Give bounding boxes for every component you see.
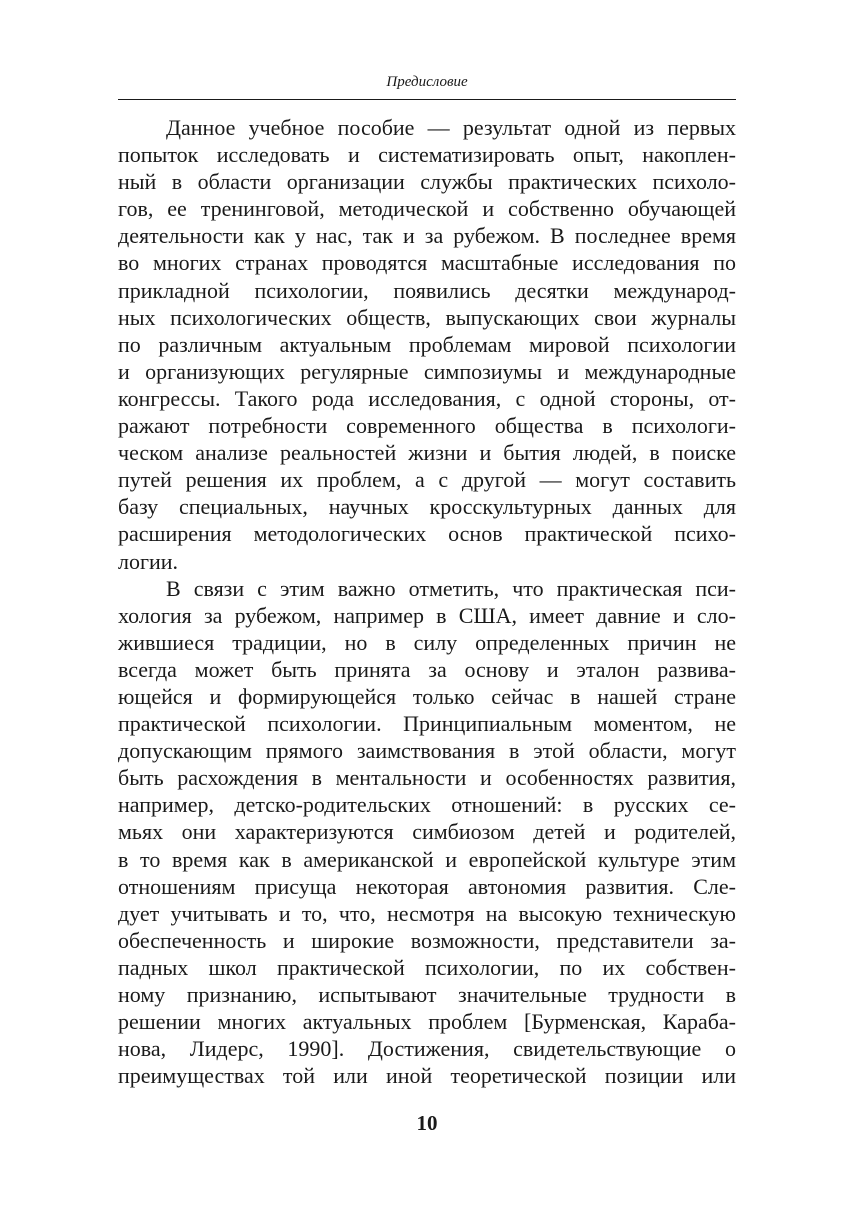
paragraph-1 — [118, 114, 736, 575]
text-line: например, детско-родительских отношений: в русских се- — [118, 792, 736, 818]
text-line: путей решения их проблем, а с другой — могут составить — [118, 467, 736, 493]
text-line: обеспеченность и широкие возможности, представители за- — [118, 927, 736, 953]
text-line: попыток исследовать и систематизировать опыт, накоплен- — [118, 142, 736, 168]
text-line: мьях они характеризуются симбиозом детей и родителей, — [118, 819, 736, 845]
text-line: во многих странах проводятся масштабные исследования по — [118, 250, 736, 276]
text-line: всегда может быть принята за основу и эталон развива- — [118, 656, 736, 682]
page-number: 10 — [416, 1111, 438, 1135]
text-line: и организующих регулярные симпозиумы и международные — [118, 358, 736, 384]
text-line: ных психологических обществ, выпускающих свои журналы — [118, 304, 736, 330]
text-line: деятельности как у нас, так и за рубежом. В последнее время — [118, 223, 736, 249]
text-line: Данное учебное пособие — результат одной из первых — [166, 115, 736, 140]
text-line: ческом анализе реальностей жизни и бытия людей, в поиске — [118, 440, 736, 466]
text-line: допускающим прямого заимствования в этой области, могут — [118, 738, 736, 764]
text-line: прикладной психологии, появились десятки международ- — [118, 277, 736, 303]
text-line: ражают потребности современного общества в психологи- — [118, 413, 736, 439]
text-line: быть расхождения в ментальности и особенностях развития, — [118, 765, 736, 791]
header-rule — [118, 99, 736, 100]
text-line: логии. — [118, 548, 179, 574]
text-line: преимуществах той или иной теоретической позиции или — [118, 1063, 736, 1089]
text-line: дует учитывать и то, что, несмотря на высокую техническую — [118, 900, 736, 926]
text-line: решении многих актуальных проблем [Бурменская, Караба- — [118, 1009, 736, 1035]
text-line: конгрессы. Такого рода исследования, с одной стороны, от- — [118, 385, 736, 411]
text-line: расширения методологических основ практической психо- — [118, 521, 736, 547]
text-line: ному признанию, испытывают значительные трудности в — [118, 982, 736, 1007]
text-line: жившиеся традиции, но в силу определенных причин не — [118, 629, 736, 655]
text-line: гов, ее тренинговой, методической и собственно обучающей — [118, 196, 736, 222]
text-line: отношениям присуща некоторая автономия развития. Сле- — [118, 873, 736, 899]
text-line: в то время как в американской и европейской культуре этим — [118, 846, 736, 872]
text-line: практической психологии. Принципиальным моментом, не — [118, 711, 736, 737]
text-line: базу специальных, научных кросскультурных данных для — [118, 494, 736, 520]
paragraph-2 — [118, 575, 736, 1090]
text-line: ный в области организации службы практических психоло- — [118, 169, 736, 195]
running-head-title: Предисловие — [386, 74, 468, 90]
text-line: падных школ практической психологии, по их собствен- — [118, 954, 736, 980]
text-line: В связи с этим важно отметить, что практическая пси- — [166, 575, 736, 601]
text-line: хология за рубежом, например в США, имеет давние и сло- — [118, 602, 736, 628]
body-text — [118, 114, 736, 1089]
text-line: ющейся и формирующейся только сейчас в нашей стране — [118, 683, 736, 709]
text-line: по различным актуальным проблемам мировой психологии — [118, 331, 736, 357]
text-line: нова, Лидерс, 1990]. Достижения, свидетельствующие о — [118, 1036, 736, 1062]
